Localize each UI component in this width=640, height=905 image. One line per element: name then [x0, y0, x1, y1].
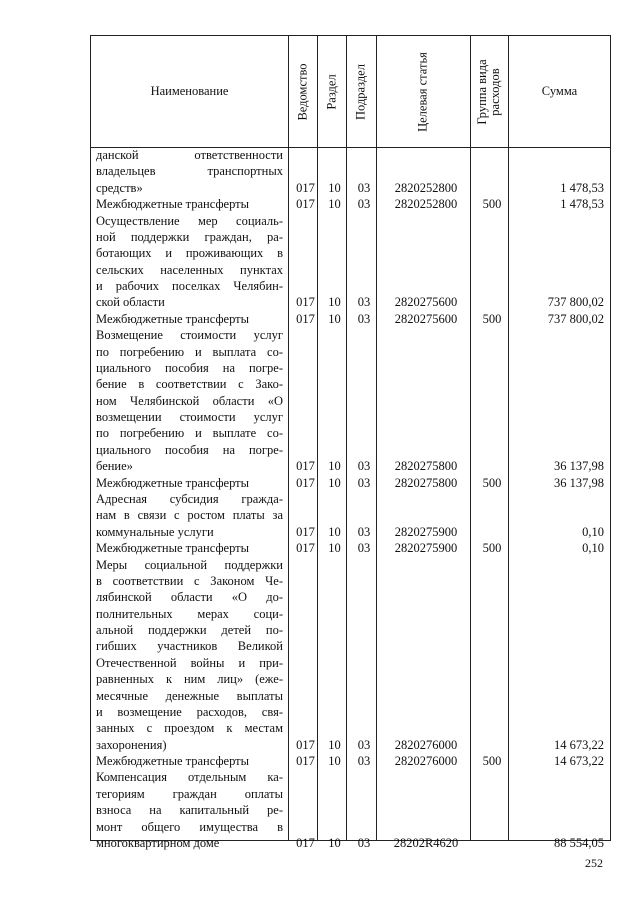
row-celevaya: 2820276000 — [394, 754, 458, 769]
row-celevaya: 2820276000 — [394, 737, 458, 752]
header-gruppa — [470, 36, 508, 147]
row-name-line: коммунальные услуги — [96, 524, 214, 539]
row-name-line: альной поддержки детей по- — [96, 623, 283, 638]
row-razdel: 10 — [328, 475, 341, 490]
page-number: 252 — [585, 856, 603, 870]
row-name-line: гибших участников Великой — [96, 639, 283, 654]
row-gruppa: 500 — [482, 311, 502, 326]
column-divider — [508, 36, 509, 840]
row-name-line: сельских населенных пунктах — [96, 262, 283, 277]
row-name-line: захоронения) — [96, 737, 167, 752]
row-name-line: по погребению и выплата со- — [96, 344, 283, 359]
row-ved: 017 — [296, 524, 315, 539]
row-name-line: и возмещение расходов, свя- — [96, 704, 283, 719]
row-summa: 737 800,02 — [547, 295, 604, 310]
row-name-line: нам в связи с ростом платы за — [96, 508, 283, 523]
row-gruppa: 500 — [482, 754, 502, 769]
row-name-line: ской области — [96, 295, 165, 310]
row-name-line: монт общего имущества в — [96, 819, 283, 834]
row-razdel: 10 — [328, 311, 341, 326]
row-ved: 017 — [296, 541, 315, 556]
row-razdel: 10 — [328, 754, 341, 769]
header-razdel — [317, 36, 346, 147]
row-name-line: равненных к ним лиц» (еже- — [96, 672, 283, 687]
row-name-line: занных с проездом к местам — [96, 721, 283, 736]
row-celevaya: 2820252800 — [394, 180, 458, 195]
header-podrazdel — [346, 36, 376, 147]
row-podrazdel: 03 — [357, 197, 371, 212]
row-ved: 017 — [296, 835, 315, 850]
row-name-line: Меры социальной поддержки — [96, 557, 283, 572]
row-razdel: 10 — [328, 737, 341, 752]
row-name-line: средств» — [96, 180, 143, 195]
row-podrazdel: 03 — [357, 311, 371, 326]
row-name-line: месячные денежные выплаты — [96, 688, 283, 703]
row-name-line: циального пособия на погре- — [96, 442, 283, 457]
column-divider — [470, 36, 471, 840]
row-name-line: Межбюджетные трансферты — [96, 475, 250, 490]
row-name-line: Возмещение стоимости услуг — [96, 328, 283, 343]
header-summa: Сумма — [541, 84, 578, 98]
row-ved: 017 — [296, 475, 315, 490]
row-name-line: Межбюджетные трансферты — [96, 197, 250, 212]
row-ved: 017 — [296, 737, 315, 752]
row-gruppa: 500 — [482, 197, 502, 212]
row-name-line: лябинской области «О до- — [96, 590, 283, 605]
column-divider — [317, 36, 318, 840]
row-celevaya: 2820275600 — [394, 295, 458, 310]
row-podrazdel: 03 — [357, 835, 371, 850]
row-ved: 017 — [296, 754, 315, 769]
row-summa: 14 673,22 — [554, 754, 604, 769]
header-ved-label: Ведомство — [295, 62, 309, 121]
row-name-line: ном Челябинской области «О — [96, 393, 283, 408]
row-podrazdel: 03 — [357, 180, 371, 195]
row-name-line: владельцев транспортных — [96, 164, 283, 179]
row-name-line: Межбюджетные трансферты — [96, 754, 250, 769]
row-razdel: 10 — [328, 835, 341, 850]
row-name-line: данской ответственности — [96, 148, 283, 162]
row-summa: 737 800,02 — [547, 311, 604, 326]
row-celevaya: 28202R4620 — [393, 835, 459, 850]
row-name-line: многоквартирном доме — [96, 835, 220, 850]
row-summa: 88 554,05 — [554, 835, 604, 850]
row-razdel: 10 — [328, 295, 341, 310]
row-ved: 017 — [296, 311, 315, 326]
row-name-line: Межбюджетные трансферты — [96, 311, 250, 326]
row-podrazdel: 03 — [357, 754, 371, 769]
column-divider — [288, 36, 289, 840]
row-name-line: Межбюджетные трансферты — [96, 541, 250, 556]
row-razdel: 10 — [328, 541, 341, 556]
row-summa: 0,10 — [582, 541, 604, 556]
header-name: Наименование — [150, 84, 229, 98]
row-name-line: возмещении стоимости услуг — [96, 410, 283, 425]
header-celevaya-label: Целевая статья — [415, 51, 430, 132]
row-podrazdel: 03 — [357, 541, 371, 556]
row-name-line: Компенсация отдельным ка- — [96, 770, 283, 785]
row-name-line: тегориям граждан оплаты — [96, 786, 283, 801]
row-celevaya: 2820252800 — [394, 197, 458, 212]
row-ved: 017 — [296, 295, 315, 310]
row-razdel: 10 — [328, 524, 341, 539]
row-summa: 0,10 — [582, 524, 604, 539]
header-razdel-label: Раздел — [324, 73, 338, 110]
row-name-line: Осуществление мер социаль- — [96, 213, 283, 228]
row-summa: 1 478,53 — [560, 197, 604, 212]
row-ved: 017 — [296, 180, 315, 195]
row-podrazdel: 03 — [357, 295, 371, 310]
row-razdel: 10 — [328, 459, 341, 474]
header-celevaya — [376, 36, 470, 147]
row-summa: 36 137,98 — [554, 475, 604, 490]
row-summa: 14 673,22 — [554, 737, 604, 752]
row-podrazdel: 03 — [357, 524, 371, 539]
row-summa: 1 478,53 — [560, 180, 604, 195]
header-gruppa-label: Группа вида расходов — [475, 58, 502, 125]
row-name-line: Адресная субсидия гражда- — [96, 491, 283, 506]
row-razdel: 10 — [328, 180, 341, 195]
row-name-line: бение» — [96, 459, 133, 474]
row-podrazdel: 03 — [357, 737, 371, 752]
row-celevaya: 2820275600 — [394, 311, 458, 326]
row-name-line: полнительных мерах соци- — [96, 606, 283, 621]
column-divider — [376, 36, 377, 840]
row-summa: 36 137,98 — [554, 459, 604, 474]
row-name-line: по погребению и выплате со- — [96, 426, 283, 441]
row-gruppa: 500 — [482, 475, 502, 490]
row-name-line: бение в соответствии с Зако- — [96, 377, 283, 392]
row-name-line: ной поддержки граждан, ра- — [96, 229, 283, 244]
budget-table — [90, 35, 611, 850]
row-name-line: ботающих и проживающих в — [96, 246, 283, 261]
row-gruppa: 500 — [482, 541, 502, 556]
row-celevaya: 2820275800 — [394, 459, 458, 474]
row-celevaya: 2820275800 — [394, 475, 458, 490]
row-name-line: циального пособия на погре- — [96, 360, 283, 375]
row-name-line: в соответствии с Законом Че- — [96, 573, 283, 588]
row-podrazdel: 03 — [357, 459, 371, 474]
row-celevaya: 2820275900 — [394, 541, 458, 556]
header-ved — [288, 36, 317, 147]
row-name-line: взноса на капитальный ре- — [96, 803, 283, 818]
row-razdel: 10 — [328, 197, 341, 212]
column-divider — [346, 36, 347, 840]
row-name-line: Отечественной войны и при- — [96, 655, 283, 670]
row-ved: 017 — [296, 459, 315, 474]
header-podrazdel-label: Подраздел — [353, 63, 368, 120]
row-celevaya: 2820275900 — [394, 524, 458, 539]
row-podrazdel: 03 — [357, 475, 371, 490]
row-ved: 017 — [296, 197, 315, 212]
row-name-line: и рабочих поселках Челябин- — [96, 279, 283, 294]
